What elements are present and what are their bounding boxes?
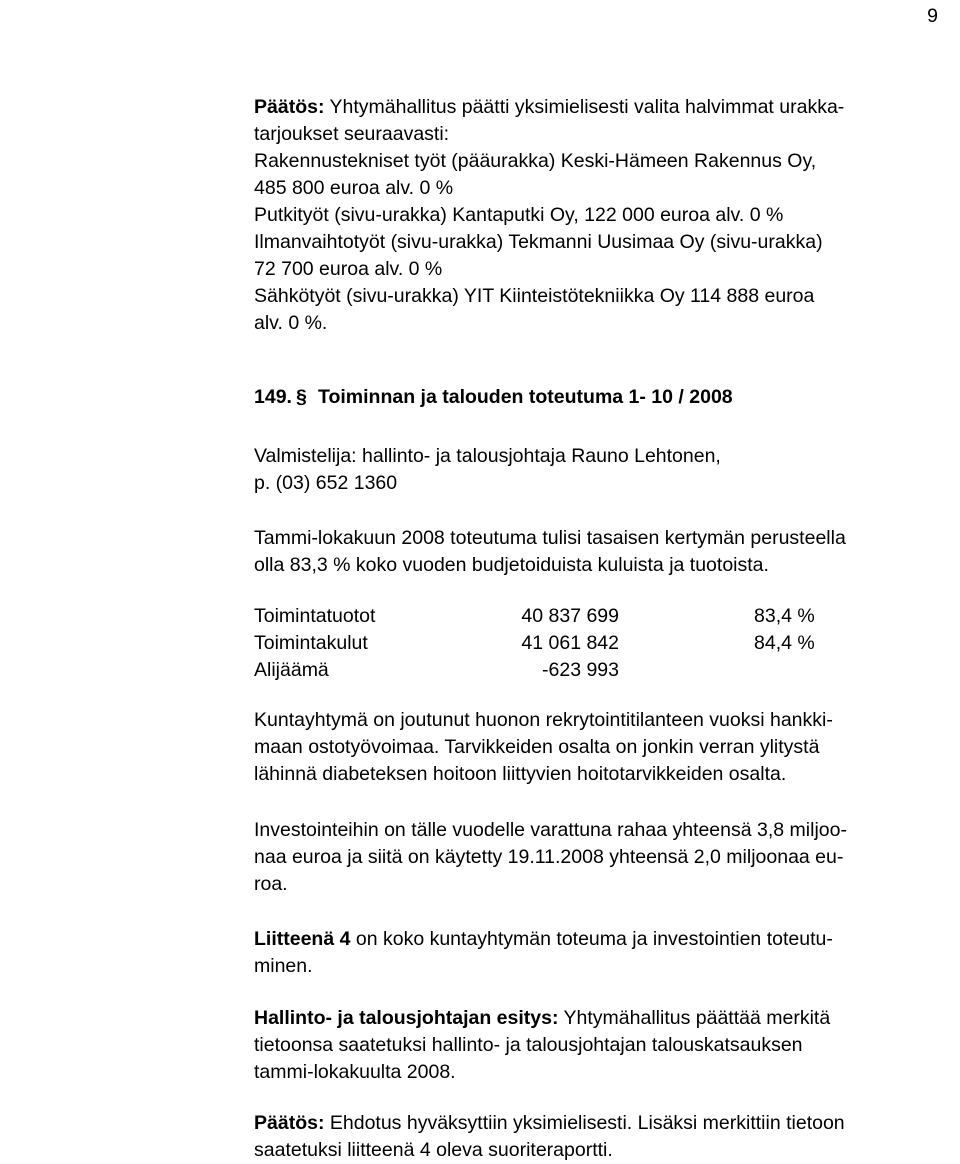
proposal-line-3: tammi-lokakuulta 2008. xyxy=(254,1061,456,1083)
decision-1-line-6: Ilmanvaihtotyöt (sivu-urakka) Tekmanni Uusimaa Oy (sivu-urakka) xyxy=(254,231,823,253)
decision-label: Päätös: xyxy=(254,96,325,118)
attachment-line-2: minen. xyxy=(254,955,313,977)
attachment-label: Liitteenä 4 xyxy=(254,928,351,950)
figures-label: Toimintatuotot xyxy=(254,605,376,627)
section-title: Toiminnan ja talouden toteutuma 1- 10 / 2008 xyxy=(318,386,733,408)
figures-percent: 83,4 % xyxy=(754,605,815,627)
staffing-line-1: Kuntayhtymä on joutunut huonon rekrytointitilanteen vuoksi hankki- xyxy=(254,709,833,731)
investments-line-1: Investointeihin on tälle vuodelle varattuna rahaa yhteensä 3,8 miljoo- xyxy=(254,819,847,841)
preparer-line-1: Valmistelija: hallinto- ja talousjohtaja Rauno Lehtonen, xyxy=(254,445,721,467)
intro-line-2: olla 83,3 % koko vuoden budjetoiduista kuluista ja tuotoista. xyxy=(254,554,769,576)
investments-line-3: roa. xyxy=(254,873,288,895)
decision-1-line-1: Päätös: Yhtymähallitus päätti yksimielisesti valita halvimmat urakka- xyxy=(254,96,845,118)
figures-label: Toimintakulut xyxy=(254,632,368,654)
decision-1-line-9: alv. 0 %. xyxy=(254,312,328,334)
proposal-label: Hallinto- ja talousjohtajan esitys: xyxy=(254,1007,559,1029)
figures-amount: -623 993 xyxy=(542,659,619,681)
preparer-line-2: p. (03) 652 1360 xyxy=(254,472,398,494)
proposal-line-2: tietoonsa saatetuksi hallinto- ja talousjohtajan talouskatsauksen xyxy=(254,1034,803,1056)
decision-1-line-2: tarjoukset seuraavasti: xyxy=(254,123,450,145)
intro-line-1: Tammi-lokakuun 2008 toteutuma tulisi tasaisen kertymän perusteella xyxy=(254,527,846,549)
decision-2-line-1: Päätös: Ehdotus hyväksyttiin yksimielisesti. Lisäksi merkittiin tietoon xyxy=(254,1112,845,1134)
decision-2-line-2: saatetuksi liitteenä 4 oleva suoriteraportti. xyxy=(254,1139,613,1161)
decision-1-line-3: Rakennustekniset työt (pääurakka) Keski-Hämeen Rakennus Oy, xyxy=(254,150,817,172)
figures-label: Alijäämä xyxy=(254,659,329,681)
staffing-line-2: maan ostotyövoimaa. Tarvikkeiden osalta on jonkin verran ylitystä xyxy=(254,736,820,758)
decision-label: Päätös: xyxy=(254,1112,325,1134)
staffing-line-3: lähinnä diabeteksen hoitoon liittyvien hoitotarvikkeiden osalta. xyxy=(254,763,787,785)
proposal-line-1: Hallinto- ja talousjohtajan esitys: Yhtymähallitus päättää merkitä xyxy=(254,1007,831,1029)
section-symbol: § xyxy=(296,386,307,408)
decision-1-line-4: 485 800 euroa alv. 0 % xyxy=(254,177,454,199)
decision-1-line-7: 72 700 euroa alv. 0 % xyxy=(254,258,443,280)
attachment-line-1: Liitteenä 4 on koko kuntayhtymän toteuma ja investointien toteutu- xyxy=(254,928,833,950)
figures-amount: 41 061 842 xyxy=(521,632,619,654)
page-number: 9 xyxy=(927,5,938,27)
section-number: 149. xyxy=(254,386,292,408)
figures-percent: 84,4 % xyxy=(754,632,815,654)
decision-1-line-5: Putkityöt (sivu-urakka) Kantaputki Oy, 122 000 euroa alv. 0 % xyxy=(254,204,784,226)
investments-line-2: naa euroa ja siitä on käytetty 19.11.2008 yhteensä 2,0 miljoonaa eu- xyxy=(254,846,844,868)
figures-amount: 40 837 699 xyxy=(521,605,619,627)
decision-1-line-8: Sähkötyöt (sivu-urakka) YIT Kiinteistötekniikka Oy 114 888 euroa xyxy=(254,285,815,307)
